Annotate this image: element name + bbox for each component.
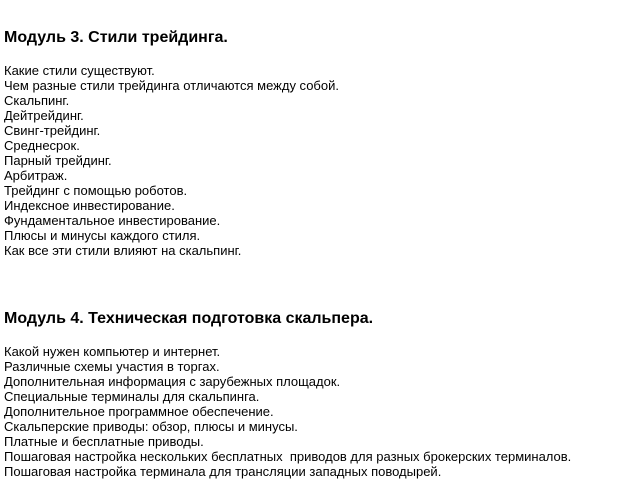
topic-line: Скальпинг.: [4, 93, 70, 108]
topic-line: Чем разные стили трейдинга отличаются между собой.: [4, 78, 339, 93]
topic-line: Как все эти стили влияют на скальпинг.: [4, 243, 242, 258]
topic-line: Платные и бесплатные приводы.: [4, 434, 204, 449]
module-heading: Модуль 3. Стили трейдинга.: [4, 29, 228, 46]
topic-line: Дополнительная информация с зарубежных площадок.: [4, 374, 341, 389]
module-heading: Модуль 4. Техническая подготовка скальпера.: [4, 310, 374, 327]
module-section: [4, 29, 627, 258]
topic-line: Скальперские приводы: обзор, плюсы и минусы.: [4, 419, 298, 434]
module-topic-list: [4, 344, 627, 479]
topic-line: Фундаментальное инвестирование.: [4, 213, 221, 228]
topic-line: Какой нужен компьютер и интернет.: [4, 344, 221, 359]
topic-line: Дейтрейдинг.: [4, 108, 84, 123]
module-section: [4, 310, 627, 479]
topic-line: Среднесрок.: [4, 138, 80, 153]
topic-line: Парный трейдинг.: [4, 153, 112, 168]
topic-line: Трейдинг с помощью роботов.: [4, 183, 188, 198]
topic-line: Арбитраж.: [4, 168, 68, 183]
topic-line: Дополнительное программное обеспечение.: [4, 404, 274, 419]
topic-line: Плюсы и минусы каждого стиля.: [4, 228, 201, 243]
topic-line: Свинг-трейдинг.: [4, 123, 101, 138]
topic-line: Какие стили существуют.: [4, 63, 155, 78]
topic-line: Пошаговая настройка терминала для трансляции западных поводырей.: [4, 464, 442, 479]
course-outline: [0, 29, 627, 479]
topic-line: Различные схемы участия в торгах.: [4, 359, 220, 374]
topic-line: Индексное инвестирование.: [4, 198, 175, 213]
topic-line: Пошаговая настройка нескольких бесплатных приводов для разных брокерских терминалов.: [4, 449, 572, 464]
topic-line: Специальные терминалы для скальпинга.: [4, 389, 260, 404]
module-topic-list: [4, 63, 627, 258]
